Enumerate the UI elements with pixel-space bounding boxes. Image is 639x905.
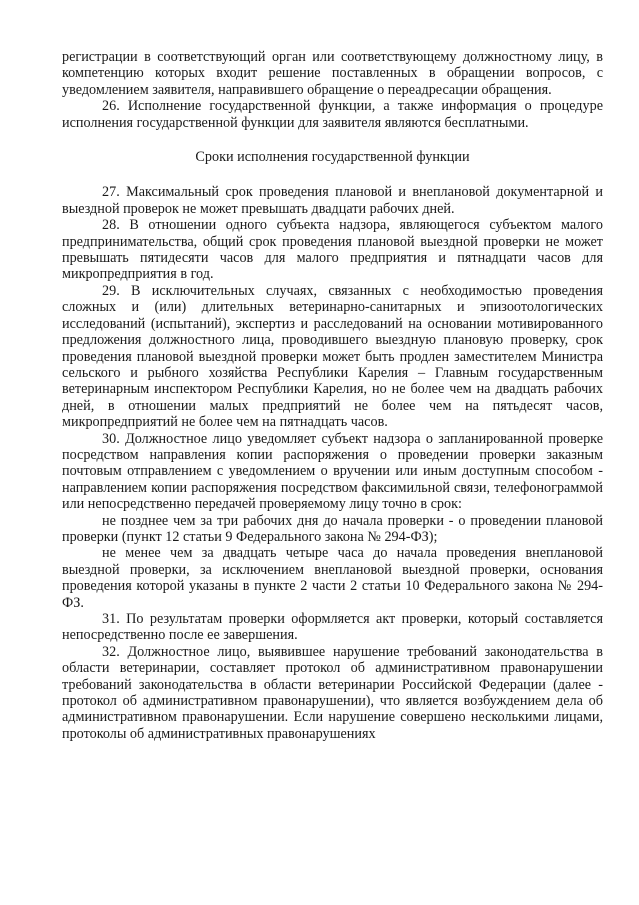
document-page [62,49,603,742]
paragraph-30-item-a: не позднее чем за три рабочих дня до начала проверки - о проведении плановой проверки (пункт 12 статьи 9 Федерального закона № 294-ФЗ); [62,512,603,545]
paragraph-27: 27. Максимальный срок проведения плановой и внеплановой документарной и выездной проверок не может превышать двадцати рабочих дней. [62,184,603,217]
section-heading: Сроки исполнения государственной функции [195,149,470,166]
paragraph-30: 30. Должностное лицо уведомляет субъект надзора о запланированной проверке посредством направления копии распоряжения о проведении проверки заказным почтовым отправлением с уведомлением о вручении или иным доступным способом - направлением копии распоряжения посредством факсимильной связи, телефонограммой или непосредственно передачей проверяемому лицу точно в срок: [62,430,603,513]
paragraph-26: 26. Исполнение государственной функции, а также информация о процедуре исполнения государственной функции для заявителя являются бесплатными. [62,98,603,131]
paragraph-30-item-b: не менее чем за двадцать четыре часа до начала проведения внеплановой выездной проверки, за исключением внеплановой выездной проверки, основания проведения которой указаны в пункте 2 части 2 статьи 10 Федерального закона № 294-ФЗ. [62,545,603,611]
paragraph-32: 32. Должностное лицо, выявившее нарушение требований законодательства в области ветеринарии, составляет протокол об административном правонарушении требований законодательства в области ветеринарии Российской Федерации (далее - протокол об административном правонарушении), что является возбуждением дела об административном правонарушении. Если нарушение совершено несколькими лицами, протоколы об административных правонарушениях [62,643,603,742]
paragraph-31: 31. По результатам проверки оформляется акт проверки, который составляется непосредственно после ее завершения. [62,611,603,644]
paragraph-29: 29. В исключительных случаях, связанных с необходимостью проведения сложных и (или) длительных ветеринарно-санитарных и эпизоотологических исследований (испытаний), экспертиз и расследований на основании мотивированного предложения должностного лица, проводившего выездную плановую проверку, срок проведения плановой выездной проверки может быть продлен заместителем Министра сельского и рыбного хозяйства Республики Карелия – Главным государственным ветеринарным инспектором Республики Карелия, но не более чем на двадцать рабочих дней, в отношении малых предприятий не более чем на пятьдесят часов, микропредприятий не более чем на пятнадцать часов. [62,282,603,431]
paragraph-continued: регистрации в соответствующий орган или соответствующему должностному лицу, в компетенцию которых входит решение поставленных в обращении вопросов, с уведомлением заявителя, направившего обращение о переадресации обращения. [62,49,603,98]
paragraph-28: 28. В отношении одного субъекта надзора, являющегося субъектом малого предпринимательства, общий срок проведения плановой выездной проверки не может превышать пятидесяти часов для малого предприятия и пятнадцати часов для микропредприятия в год. [62,217,603,283]
